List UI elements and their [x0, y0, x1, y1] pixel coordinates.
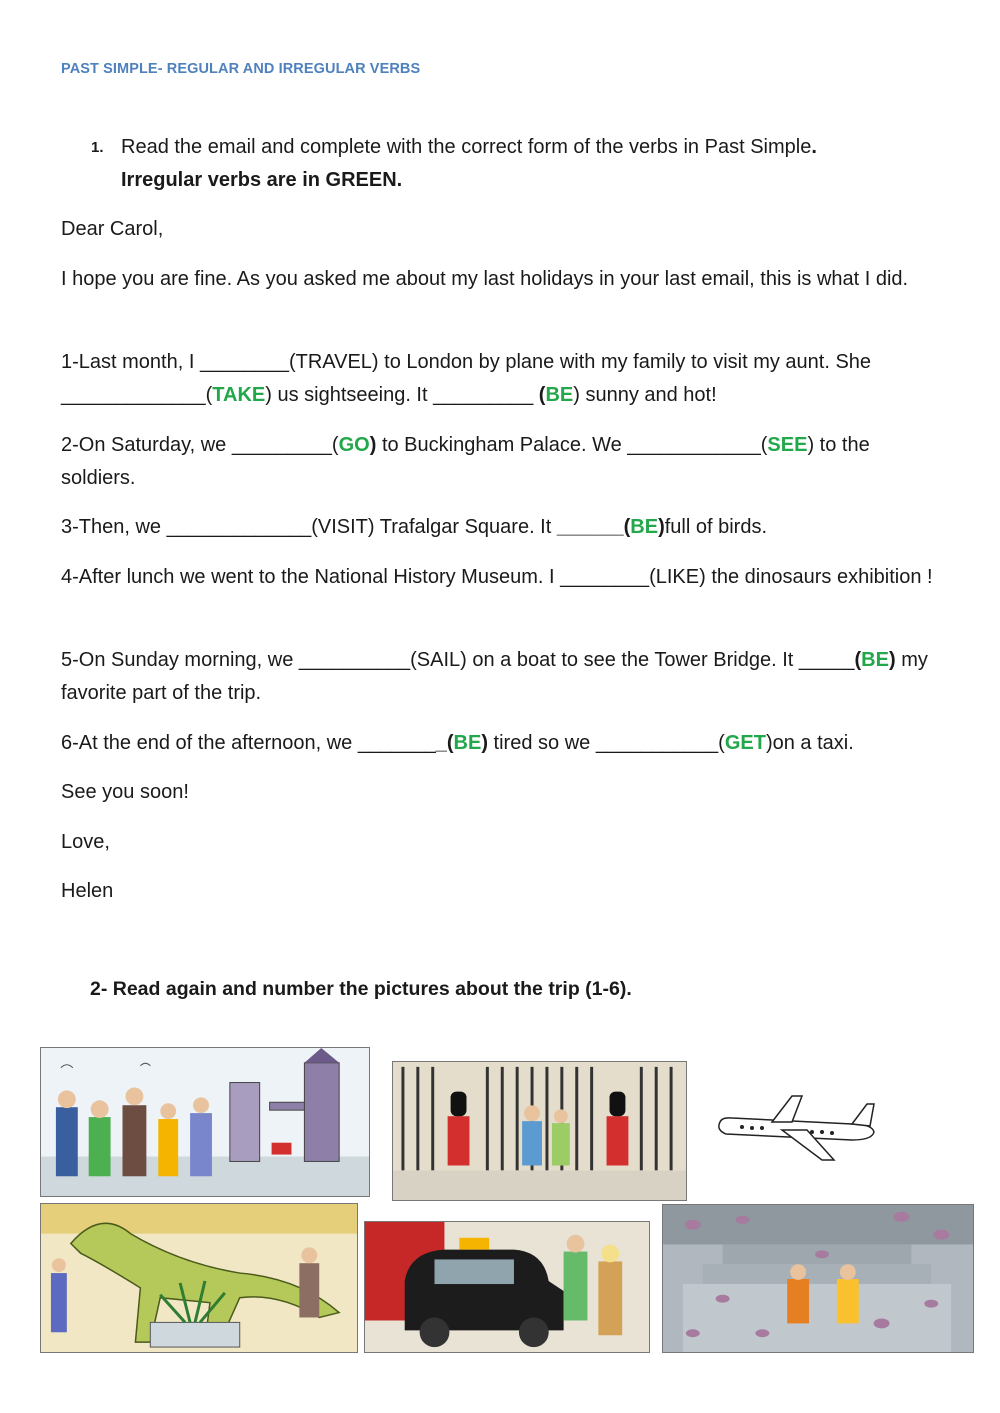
email-intro: I hope you are fine. As you asked me about my last holidays in your last email, this is what I did.	[61, 268, 909, 290]
task-1-number: 1.	[91, 139, 104, 156]
sentence-3: 3-Then, we _____________(VISIT) Trafalgar Square. It ______(BE)full of birds.	[61, 516, 767, 538]
task-1-note: Irregular verbs are in GREEN.	[121, 169, 403, 191]
email-greeting: Dear Carol,	[61, 218, 164, 240]
dinosaur-museum-picture	[40, 1203, 358, 1353]
task-1	[61, 131, 941, 197]
sentence-5: 5-On Sunday morning, we __________(SAIL) on a boat to see the Tower Bridge. It _____(BE) my favorite part of the trip.	[61, 649, 928, 704]
sentence-1: 1-Last month, I ________(TRAVEL) to London by plane with my family to visit my aunt. She _____________(TAKE) us sightseeing. It _________ (BE) sunny and hot!	[61, 351, 872, 406]
sentence-6: 6-At the end of the afternoon, we ________(BE) tired so we ___________(GET)on a taxi.	[61, 732, 854, 754]
airplane-picture	[712, 1090, 882, 1170]
email-signature: Helen	[61, 880, 114, 902]
task-2-instruction: 2- Read again and number the pictures about the trip (1-6).	[90, 978, 632, 1000]
email-closing: See you soon!	[61, 781, 189, 803]
taxi-picture	[364, 1221, 650, 1353]
task-1-instruction: Read the email and complete with the correct form of the verbs in Past Simple. Irregular verbs are in GREEN.	[121, 136, 817, 191]
tower-bridge-picture	[40, 1047, 370, 1197]
worksheet-title: PAST SIMPLE- REGULAR AND IRREGULAR VERBS	[61, 61, 421, 77]
sentence-2: 2-On Saturday, we _________(GO) to Buckingham Palace. We ____________(SEE) to the soldiers.	[61, 434, 870, 489]
buckingham-guards-picture	[392, 1061, 687, 1201]
trafalgar-birds-picture	[662, 1204, 974, 1353]
sentence-4: 4-After lunch we went to the National History Museum. I ________(LIKE) the dinosaurs exhibition !	[61, 566, 933, 588]
email-signoff: Love,	[61, 831, 110, 853]
